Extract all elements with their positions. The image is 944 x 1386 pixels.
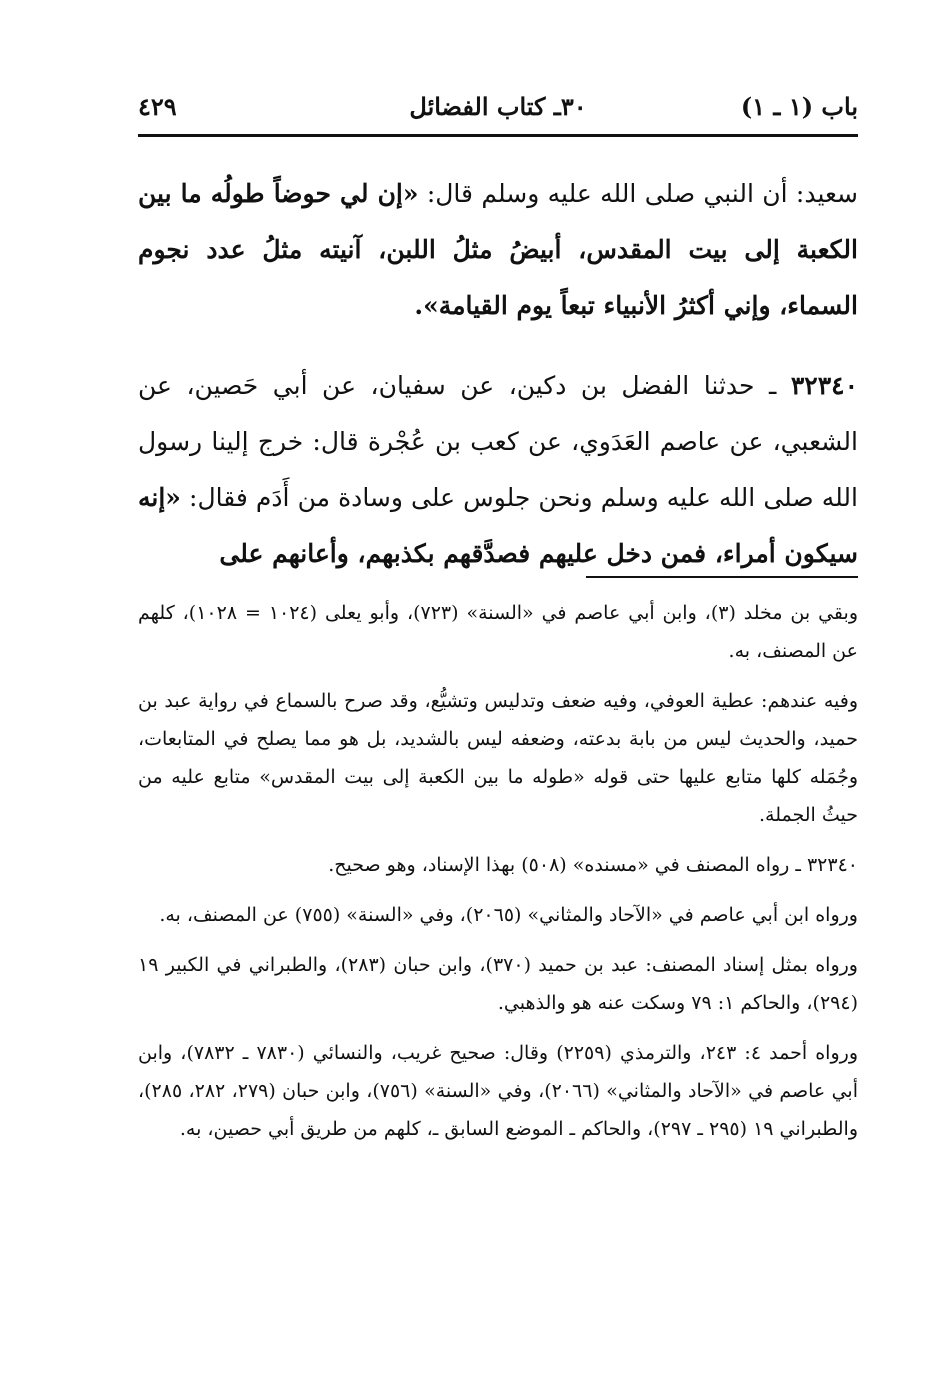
hadith-quote: «إن لي حوضاً طولُه ما بين الكعبة إلى بيت المقدس، أبيضُ مثلُ اللبن، آنيته مثلُ عدد نجوم السماء، وإني أكثرُ الأنبياء تبعاً يوم القيامة». <box>138 179 858 320</box>
footnote-paragraph: ٣٢٣٤٠ ـ رواه المصنف في «مسنده» (٥٠٨) بهذا الإسناد، وهو صحيح. <box>328 854 858 876</box>
footnote-paragraph: وفيه عندهم: عطية العوفي، وفيه ضعف وتدليس وتشيُّع، وقد صرح بالسماع في رواية عبد بن حميد، والحديث ليس من بابة بدعته، وضعفه ليس بالشديد، بل هو مما يصلح في المتابعات، وجُمَله كلها متابع عليها حتى قوله «طوله ما بين الكعبة إلى بيت المقدس» متابع عليه من حيثُ الجملة. <box>138 690 858 826</box>
book-title: ٣٠ـ كتاب الفضائل <box>409 92 587 121</box>
hadith-intro: سعيد: أن النبي صلى الله عليه وسلم قال: <box>418 179 858 208</box>
hadith-continuation <box>138 166 858 334</box>
footnote-paragraph: وبقي بن مخلد (٣)، وابن أبي عاصم في «السنة» (٧٢٣)، وأبو يعلى (١٠٢٤ = ١٠٢٨)، كلهم عن المصنف، به. <box>138 602 858 662</box>
hadith-32340 <box>138 358 858 582</box>
hadith-quote: «إنه سيكون أمراء، فمن دخل عليهم فصدَّقهم بكذبهم، وأعانهم على <box>138 483 858 568</box>
hadith-chain: ـ حدثنا الفضل بن دكين، عن سفيان، عن أبي حَصين، عن الشعبي، عن عاصم العَدَوي، عن كعب بن عُجْرة قال: خرج إلينا رسول الله صلى الله عليه وسلم ونحن جلوس على وسادة من أَدَم فقال: <box>138 371 858 512</box>
page-number: ٤٢٩ <box>138 92 177 121</box>
chapter-label: باب (١ ـ ١) <box>740 92 858 121</box>
page-header <box>138 86 858 130</box>
footnotes <box>138 594 858 1160</box>
main-text <box>138 166 858 582</box>
footnote-paragraph: ورواه أحمد ٤: ٢٤٣، والترمذي (٢٢٥٩) وقال: صحيح غريب، والنسائي (٧٨٣٠ ـ ٧٨٣٢)، وابن أبي عاصم في «الآحاد والمثاني» (٢٠٦٦)، وفي «السنة» (٧٥٦)، وابن حبان (٢٧٩، ٢٨٢، ٢٨٥)، والطبراني ١٩ (٢٩٥ ـ ٢٩٧)، والحاكم ـ الموضع السابق ـ، كلهم من طريق أبي حصين، به. <box>138 1042 858 1140</box>
hadith-number: ٣٢٣٤٠ <box>790 371 858 400</box>
header-divider <box>138 134 858 137</box>
footnote-divider <box>586 576 858 578</box>
footnote-paragraph: ورواه بمثل إسناد المصنف: عبد بن حميد (٣٧٠)، وابن حبان (٢٨٣)، والطبراني في الكبير ١٩ (٢٩٤)، والحاكم ١: ٧٩ وسكت عنه هو والذهبي. <box>138 954 858 1014</box>
footnote-paragraph: ورواه ابن أبي عاصم في «الآحاد والمثاني» (٢٠٦٥)، وفي «السنة» (٧٥٥) عن المصنف، به. <box>159 904 858 926</box>
